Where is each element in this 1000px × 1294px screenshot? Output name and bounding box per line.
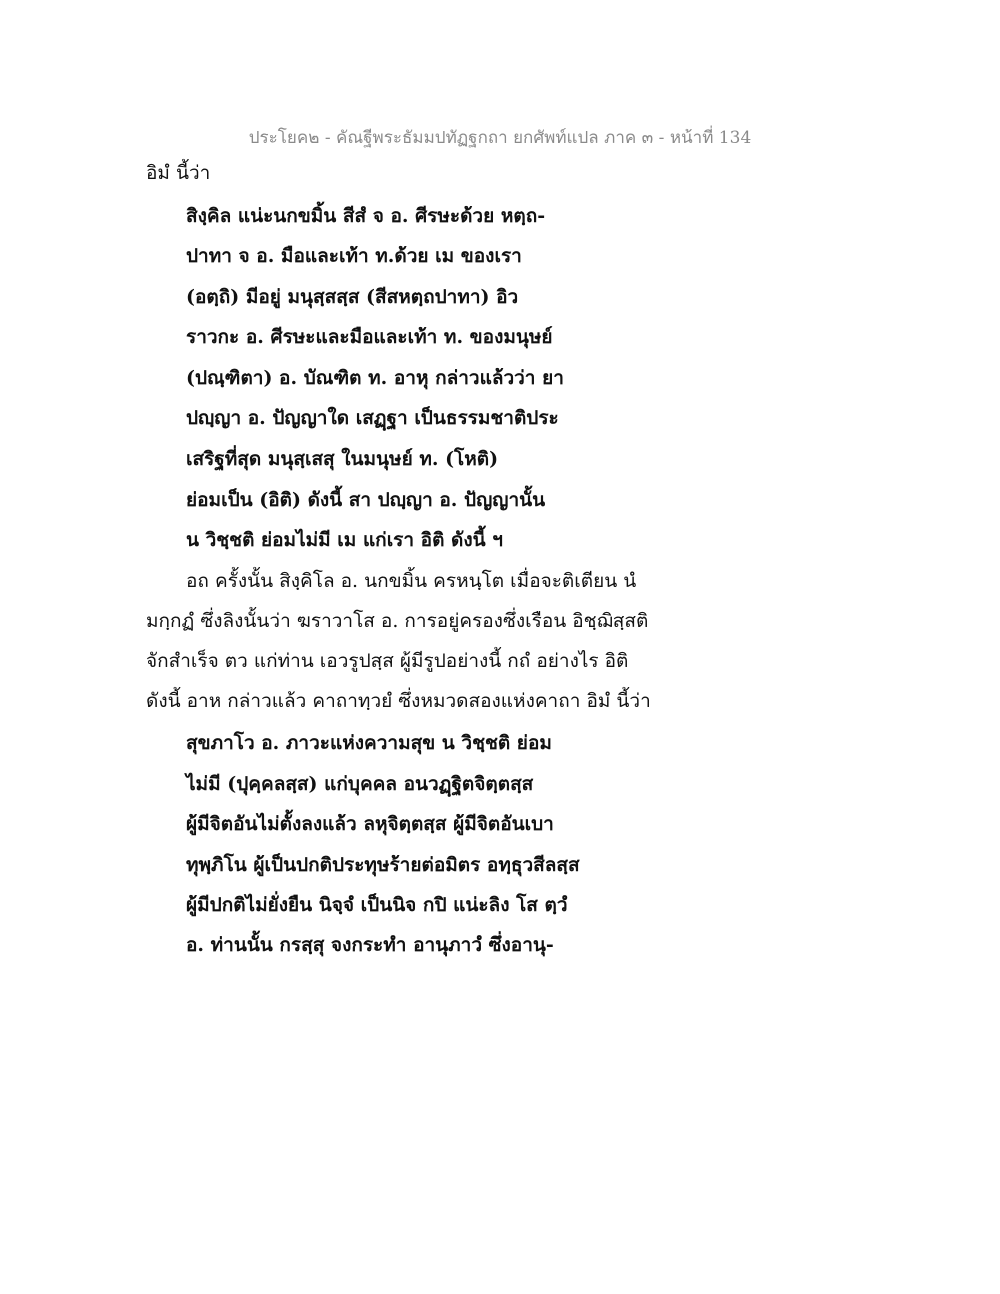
text-line: จักสำเร็จ ตว แก่ท่าน เอวรูปสฺส ผู้มีรูปอย่างนี้ กถํ อย่างไร อิติ xyxy=(146,650,629,672)
verse-line: อ. ท่านนั้น กรสฺสุ จงกระทำ อานุภาวํ ซึ่งอานุ- xyxy=(186,934,554,956)
verse-line: ทุพฺภิโน ผู้เป็นปกติประทุษร้ายต่อมิตร อทฺธุวสีลสฺส xyxy=(186,854,580,876)
verse-line: ผู้มีปกติไม่ยั่งยืน นิจฺจํ เป็นนิจ กปิ แน่ะลิง โส ตฺวํ xyxy=(186,894,568,916)
verse-line: สิงฺคิล แน่ะนกขมิ้น สีสํ จ อ. ศีรษะด้วย หตฺถ- xyxy=(186,205,546,227)
text-line: อิมํ นี้ว่า xyxy=(146,162,211,184)
verse-line: ปญฺญา อ. ปัญญาใด เสฏฺฐา เป็นธรรมชาติประ xyxy=(186,407,559,429)
verse-line: ผู้มีจิตอันไม่ตั้งลงแล้ว ลหุจิตฺตสฺส ผู้มีจิตอันเบา xyxy=(186,813,554,835)
verse-line: ปาทา จ อ. มือและเท้า ท.ด้วย เม ของเรา xyxy=(186,245,522,267)
verse-line: ไม่มี (ปุคฺคลสฺส) แก่บุคคล อนวฏฺฐิตจิตฺตสฺส xyxy=(186,773,534,795)
verse-line: ราวกะ อ. ศีรษะและมือและเท้า ท. ของมนุษย์ xyxy=(186,326,553,348)
text-line: ดังนี้ อาห กล่าวแล้ว คาถาทฺวยํ ซึ่งหมวดสองแห่งคาถา อิมํ นี้ว่า xyxy=(146,690,651,712)
page-header: ประโยค๒ - คัณฐีพระธัมมปทัฏฐกถา ยกศัพท์แปล ภาค ๓ - หน้าที่ 134 xyxy=(248,128,752,148)
verse-line: น วิชฺชติ ย่อมไม่มี เม แก่เรา อิติ ดังนี้ ฯ xyxy=(186,529,503,551)
verse-line: (ปณฺฑิตา) อ. บัณฑิต ท. อาหุ กล่าวแล้วว่า ยา xyxy=(186,367,564,389)
verse-line: ย่อมเป็น (อิติ) ดังนี้ สา ปญฺญา อ. ปัญญานั้น xyxy=(186,489,546,511)
text-line: มกฺกฏํ ซึ่งลิงนั้นว่า ฆราวาโส อ. การอยู่ครองซึ่งเรือน อิชฺฌิสฺสติ xyxy=(146,610,649,632)
text-line: อถ ครั้งนั้น สิงฺคิโล อ. นกขมิ้น ครหนฺโต เมื่อจะติเตียน นํ xyxy=(186,570,637,592)
verse-line: เสริฐที่สุด มนุสฺเสสุ ในมนุษย์ ท. (โหติ) xyxy=(186,448,499,470)
verse-line: (อตฺถิ) มีอยู่ มนุสฺสสฺส (สีสหตฺถปาทา) อิว xyxy=(186,286,519,308)
verse-line: สุขภาโว อ. ภาวะแห่งความสุข น วิชฺชติ ย่อม xyxy=(186,732,552,754)
